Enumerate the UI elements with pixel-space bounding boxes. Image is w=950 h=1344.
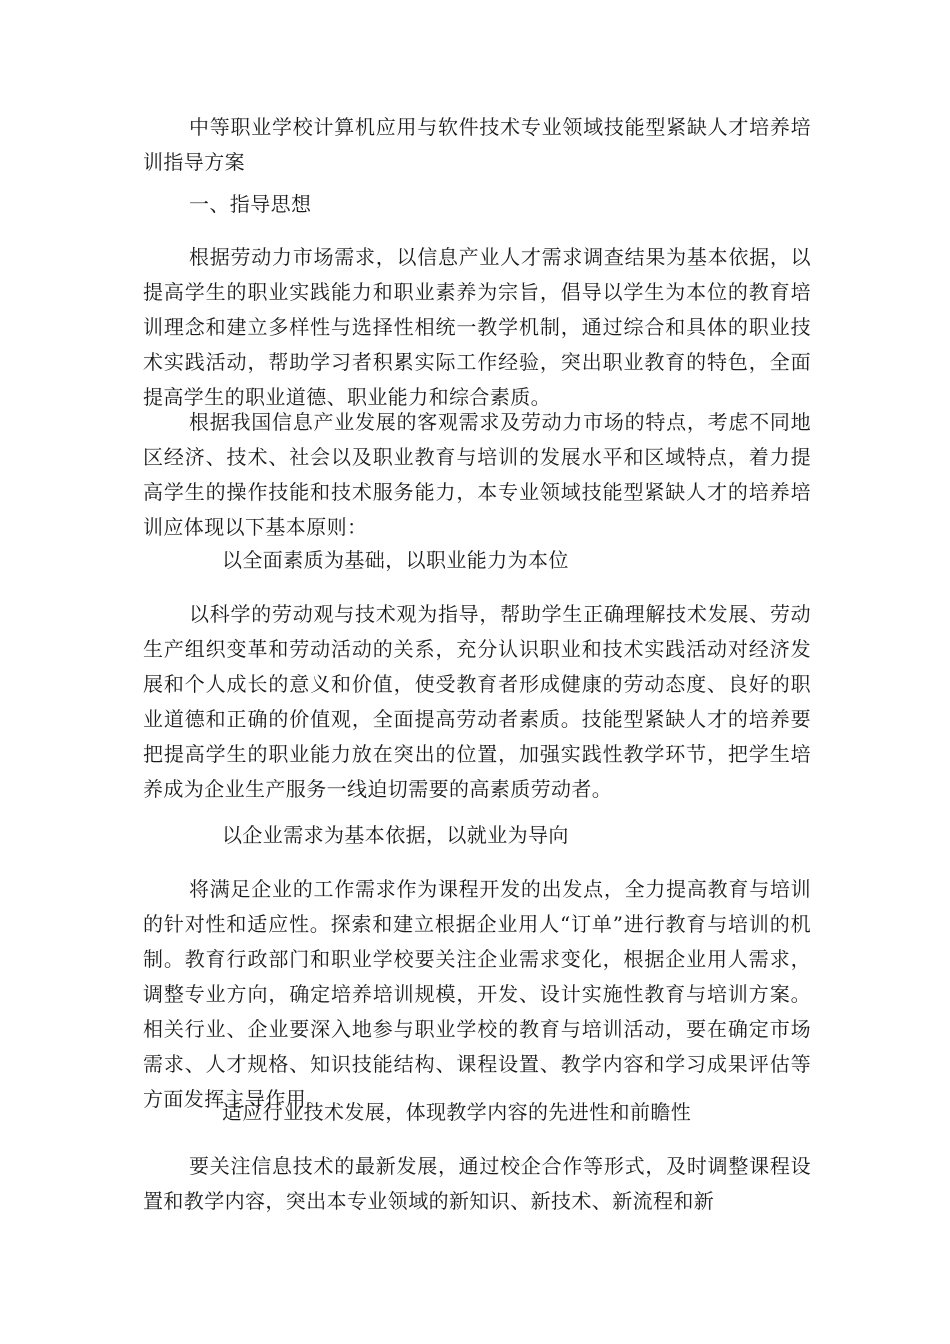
- paragraph-1: 根据劳动力市场需求，以信息产业人才需求调查结果为基本依据，以提高学生的职业实践能力和职业素养为宗旨，倡导以学生为本位的教育培训理念和建立多样性与选择性相统一教学机制，通过综合和具体的职业技术实践活动，帮助学习者积累实际工作经验，突出职业教育的特色，全面提高学生的职业道德、职业能力和综合素质。: [143, 245, 811, 409]
- principle-1-body: 以科学的劳动观与技术观为指导，帮助学生正确理解技术发展、劳动生产组织变革和劳动活动的关系，充分认识职业和技术实践活动对经济发展和个人成长的意义和价值，使受教育者形成健康的劳动态度、良好的职业道德和正确的价值观，全面提高劳动者素质。技能型紧缺人才的培养要把提高学生的职业能力放在突出的位置，加强实践性教学环节，把学生培养成为企业生产服务一线迫切需要的高素质劳动者。: [143, 602, 811, 801]
- section-heading-guiding-ideology: 一、指导思想: [189, 192, 312, 216]
- principle-2-body: 将满足企业的工作需求作为课程开发的出发点，全力提高教育与培训的针对性和适应性。探索和建立根据企业用人“订单”进行教育与培训的机制。教育行政部门和职业学校要关注企业需求变化，根据企业用人需求，调整专业方向，确定培养培训规模，开发、设计实施性教育与培训方案。相关行业、企业要深入地参与职业学校的教育与培训活动，要在确定市场需求、人才规格、知识技能结构、课程设置、教学内容和学习成果评估等方面发挥主导作用。: [143, 877, 811, 1111]
- principle-3-heading: 适应行业技术发展，体现教学内容的先进性和前瞻性: [222, 1100, 692, 1124]
- document-title: 中等职业学校计算机应用与软件技术专业领域技能型紧缺人才培养培训指导方案: [143, 115, 811, 174]
- paragraph-2: 根据我国信息产业发展的客观需求及劳动力市场的特点，考虑不同地区经济、技术、社会以及职业教育与培训的发展水平和区域特点，着力提高学生的操作技能和技术服务能力，本专业领域技能型紧缺人才的培养培训应体现以下基本原则：: [143, 410, 811, 539]
- principle-2-heading: 以企业需求为基本依据，以就业为导向: [222, 823, 569, 847]
- principle-1-heading: 以全面素质为基础，以职业能力为本位: [222, 548, 569, 572]
- principle-3-body: 要关注信息技术的最新发展，通过校企合作等形式，及时调整课程设置和教学内容，突出本专业领域的新知识、新技术、新流程和新: [143, 1154, 811, 1213]
